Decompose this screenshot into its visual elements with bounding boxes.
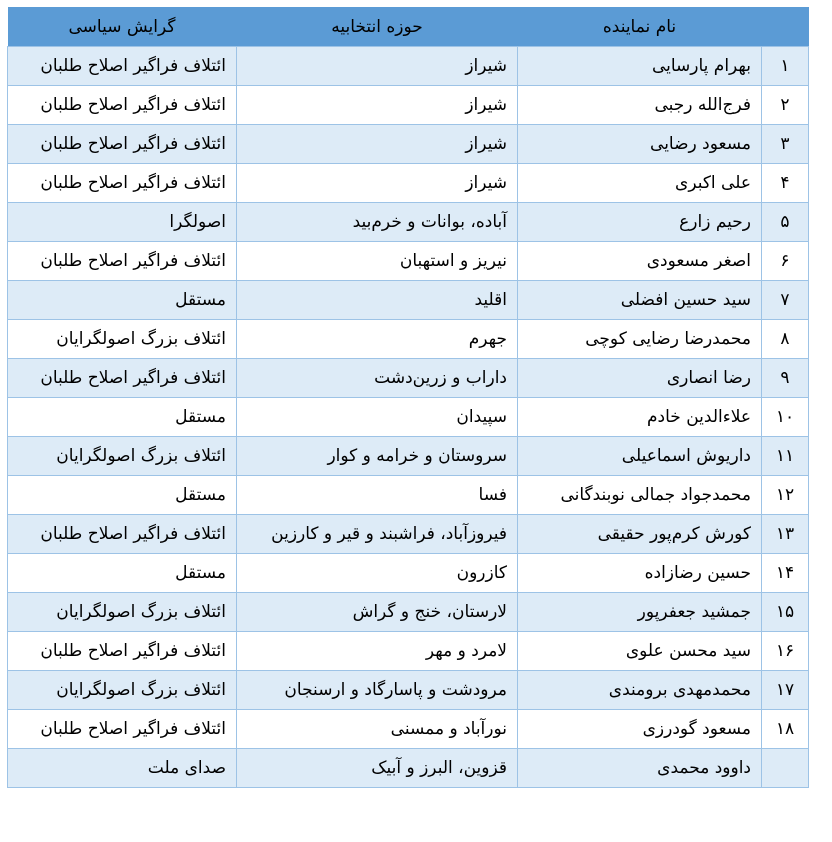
- header-name: نام نماینده: [518, 7, 762, 47]
- row-name: مسعود گودرزی: [518, 710, 762, 749]
- row-name: داریوش اسماعیلی: [518, 437, 762, 476]
- table-row: [8, 47, 809, 86]
- table-row: [8, 281, 809, 320]
- row-index: ۷: [762, 281, 809, 320]
- row-district: شیراز: [237, 47, 518, 86]
- table-row: [8, 671, 809, 710]
- row-affiliation: ائتلاف فراگیر اصلاح طلبان: [8, 632, 237, 671]
- row-name: سید محسن علوی: [518, 632, 762, 671]
- row-index: [762, 749, 809, 788]
- row-index: ۱۲: [762, 476, 809, 515]
- row-index: ۱۵: [762, 593, 809, 632]
- table-row: [8, 476, 809, 515]
- row-affiliation: ائتلاف فراگیر اصلاح طلبان: [8, 515, 237, 554]
- row-district: داراب و زرین‌دشت: [237, 359, 518, 398]
- representatives-table: [7, 7, 809, 788]
- row-district: شیراز: [237, 125, 518, 164]
- row-name: بهرام پارسایی: [518, 47, 762, 86]
- row-index: ۱۶: [762, 632, 809, 671]
- table-row: [8, 710, 809, 749]
- row-affiliation: ائتلاف فراگیر اصلاح طلبان: [8, 125, 237, 164]
- row-affiliation: مستقل: [8, 398, 237, 437]
- row-name: سید حسین افضلی: [518, 281, 762, 320]
- row-index: ۹: [762, 359, 809, 398]
- table-row: [8, 125, 809, 164]
- header-affiliation: گرایش سیاسی: [8, 7, 237, 47]
- table-row: [8, 593, 809, 632]
- row-index: ۵: [762, 203, 809, 242]
- row-affiliation: مستقل: [8, 476, 237, 515]
- row-district: لارستان، خنج و گراش: [237, 593, 518, 632]
- table-row: [8, 320, 809, 359]
- row-affiliation: ائتلاف بزرگ اصولگرایان: [8, 593, 237, 632]
- table-row: [8, 164, 809, 203]
- row-name: اصغر مسعودی: [518, 242, 762, 281]
- row-district: فسا: [237, 476, 518, 515]
- row-district: نورآباد و ممسنی: [237, 710, 518, 749]
- row-index: ۶: [762, 242, 809, 281]
- row-name: حسین رضازاده: [518, 554, 762, 593]
- row-district: جهرم: [237, 320, 518, 359]
- row-district: فیروزآباد، فراشبند و قیر و کارزین: [237, 515, 518, 554]
- row-name: جمشید جعفرپور: [518, 593, 762, 632]
- table-row: [8, 398, 809, 437]
- table-row: [8, 632, 809, 671]
- table-row: [8, 437, 809, 476]
- row-affiliation: اصولگرا: [8, 203, 237, 242]
- row-index: ۱۳: [762, 515, 809, 554]
- table-row: [8, 242, 809, 281]
- row-index: ۲: [762, 86, 809, 125]
- row-name: محمدرضا رضایی کوچی: [518, 320, 762, 359]
- row-district: شیراز: [237, 164, 518, 203]
- header-district: حوزه انتخابیه: [237, 7, 518, 47]
- row-index: ۱: [762, 47, 809, 86]
- row-district: سروستان و خرامه و کوار: [237, 437, 518, 476]
- row-name: کورش کرم‌پور حقیقی: [518, 515, 762, 554]
- row-index: ۱۷: [762, 671, 809, 710]
- row-affiliation: مستقل: [8, 281, 237, 320]
- row-affiliation: ائتلاف بزرگ اصولگرایان: [8, 671, 237, 710]
- row-affiliation: ائتلاف فراگیر اصلاح طلبان: [8, 242, 237, 281]
- row-affiliation: مستقل: [8, 554, 237, 593]
- row-name: داوود محمدی: [518, 749, 762, 788]
- header-index: [762, 7, 809, 47]
- row-affiliation: ائتلاف فراگیر اصلاح طلبان: [8, 710, 237, 749]
- row-district: نیریز و استهبان: [237, 242, 518, 281]
- row-index: ۱۸: [762, 710, 809, 749]
- row-name: رضا انصاری: [518, 359, 762, 398]
- row-index: ۸: [762, 320, 809, 359]
- row-index: ۳: [762, 125, 809, 164]
- row-name: فرج‌الله رجبی: [518, 86, 762, 125]
- table-row: [8, 203, 809, 242]
- row-affiliation: صدای ملت: [8, 749, 237, 788]
- row-name: مسعود رضایی: [518, 125, 762, 164]
- row-name: رحیم زارع: [518, 203, 762, 242]
- row-district: شیراز: [237, 86, 518, 125]
- row-affiliation: ائتلاف فراگیر اصلاح طلبان: [8, 86, 237, 125]
- table-row: [8, 749, 809, 788]
- row-affiliation: ائتلاف بزرگ اصولگرایان: [8, 320, 237, 359]
- table-row: [8, 86, 809, 125]
- row-district: سپیدان: [237, 398, 518, 437]
- row-district: آباده، بوانات و خرم‌بید: [237, 203, 518, 242]
- row-affiliation: ائتلاف فراگیر اصلاح طلبان: [8, 359, 237, 398]
- representatives-table-container: [7, 7, 808, 788]
- table-row: [8, 554, 809, 593]
- row-index: ۱۴: [762, 554, 809, 593]
- row-affiliation: ائتلاف فراگیر اصلاح طلبان: [8, 47, 237, 86]
- table-header-row: [8, 7, 809, 47]
- row-district: کازرون: [237, 554, 518, 593]
- row-district: اقلید: [237, 281, 518, 320]
- table-row: [8, 359, 809, 398]
- row-district: قزوین، البرز و آبیک: [237, 749, 518, 788]
- row-index: ۱۰: [762, 398, 809, 437]
- row-name: محمدمهدی برومندی: [518, 671, 762, 710]
- row-district: مرودشت و پاسارگاد و ارسنجان: [237, 671, 518, 710]
- row-index: ۱۱: [762, 437, 809, 476]
- row-name: علی اکبری: [518, 164, 762, 203]
- row-name: علاءالدین خادم: [518, 398, 762, 437]
- table-row: [8, 515, 809, 554]
- row-affiliation: ائتلاف بزرگ اصولگرایان: [8, 437, 237, 476]
- row-index: ۴: [762, 164, 809, 203]
- row-district: لامرد و مهر: [237, 632, 518, 671]
- row-affiliation: ائتلاف فراگیر اصلاح طلبان: [8, 164, 237, 203]
- row-name: محمدجواد جمالی نوبندگانی: [518, 476, 762, 515]
